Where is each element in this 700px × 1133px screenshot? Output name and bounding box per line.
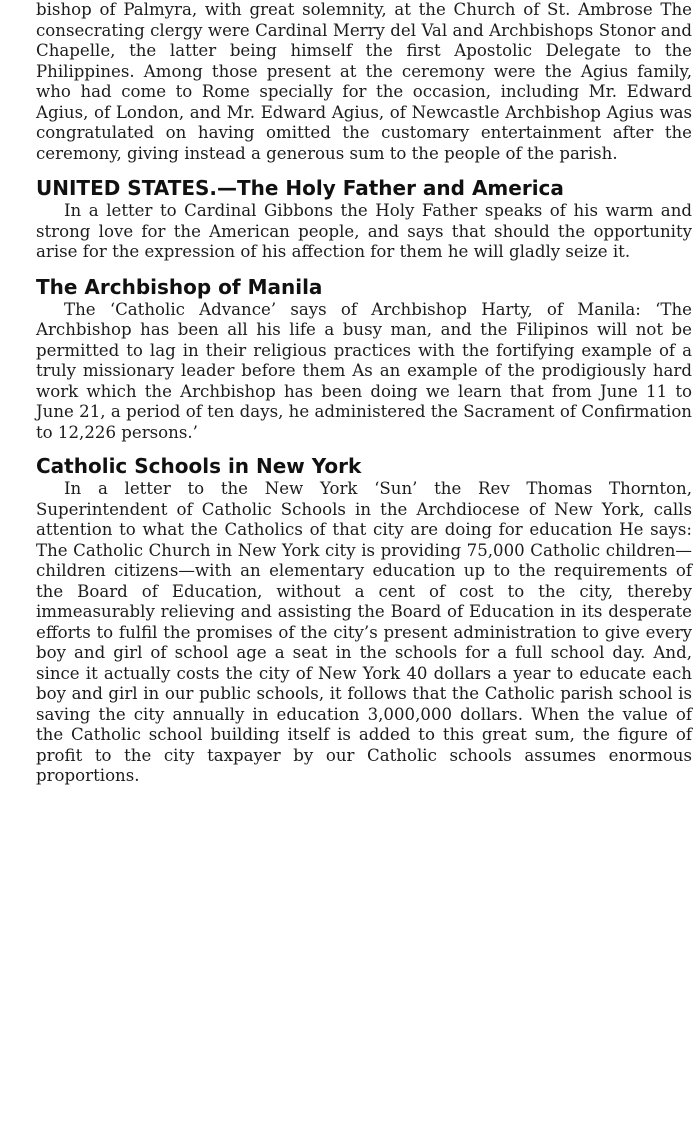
article-heading: UNITED STATES.—The Holy Father and America [36,176,564,200]
continuation-paragraph: bishop of Palmyra, with great solemnity, at the Church of St. Ambrose The consecrating clergy were Cardinal Merry del Val and Archbishops Stonor and Chapelle, the latter being himself the first Apostolic Delegate to the Philippines. Among those present at the ceremony were the Agius family, who had come to Rome specially for the occasion, including Mr. Edward Agius, of London, and Mr. Edward Agius, of Newcastle Archbishop Agius was congratulated on having omitted the customary entertainment after the ceremony, giving instead a generous sum to the people of the parish. [36,0,692,163]
article-united-states [36,176,692,263]
article-paragraph: In a letter to Cardinal Gibbons the Holy Father speaks of his warm and strong love for the American people, and says that should the opportunity arise for the expression of his affection for them he will gladly seize it. [36,201,692,261]
article-paragraph: In a letter to the New York ‘Sun’ the Rev Thomas Thornton, Superintendent of Catholic Schools in the Archdiocese of New York, calls attention to what the Catholics of that city are doing for education He says: The Catholic Church in New York city is providing 75,000 Catholic children—children citizens—with an elementary education up to the requirements of the Board of Education, without a cent of cost to the city, thereby immeasurably relieving and assisting the Board of Education in its desperate efforts to fulfil the promises of the city’s present administration to give every boy and girl of school age a seat in the schools for a full school day. And, since it actually costs the city of New York 40 dollars a year to educate each boy and girl in our public schools, it follows that the Catholic parish school is saving the city annually in education 3,000,000 dollars. When the value of the Catholic school building itself is added to this great sum, the figure of profit to the city taxpayer by our Catholic schools assumes enormous proportions. [36,479,692,785]
article-catholic-schools [36,454,692,787]
newspaper-column [36,0,692,787]
continuation-article [36,0,692,164]
article-heading: The Archbishop of Manila [36,274,323,299]
article-paragraph: The ‘Catholic Advance’ says of Archbishop Harty, of Manila: ‘The Archbishop has been all his life a busy man, and the Filipinos will not be permitted to lag in their religious practices with the fortifying example of a truly missionary leader before them As an example of the prodigiously hard work which the Archbishop has been doing we learn that from June 11 to June 21, a period of ten days, he administered the Sacrament of Confirmation to 12,226 persons.’ [36,299,692,442]
article-heading: Catholic Schools in New York [36,454,362,478]
article-archbishop-manila [36,275,692,444]
